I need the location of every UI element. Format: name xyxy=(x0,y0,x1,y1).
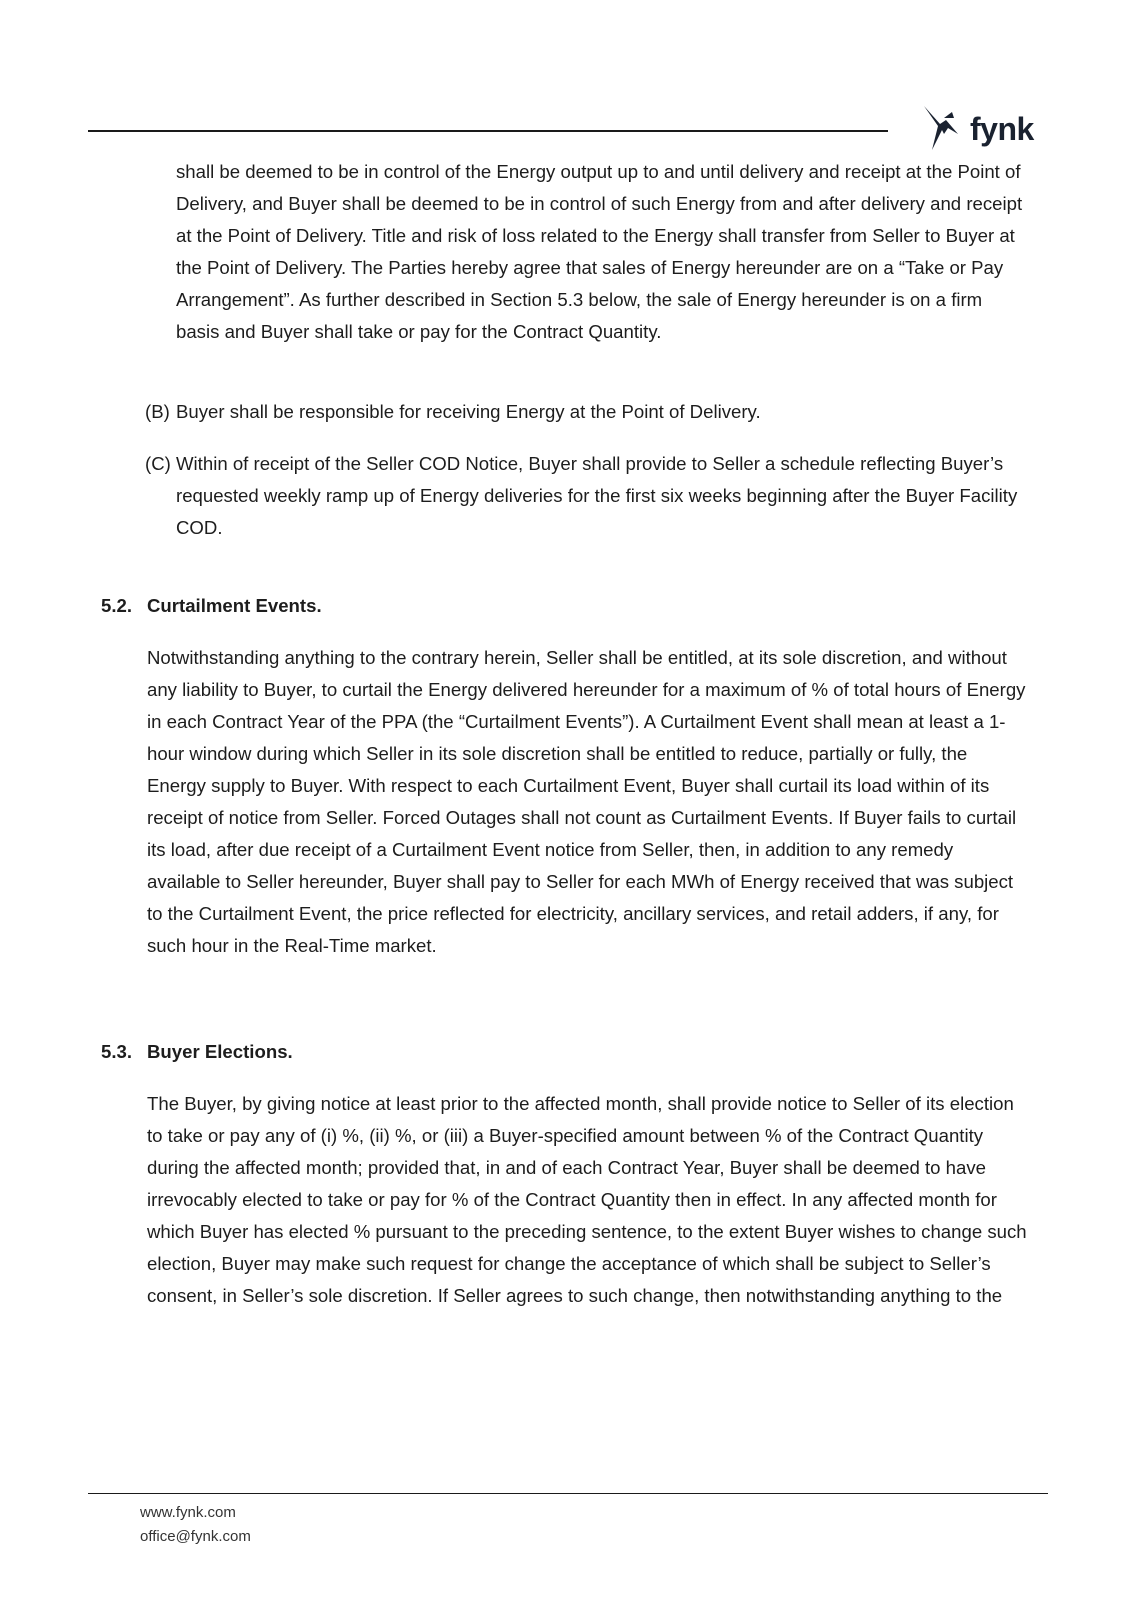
logo-text: fynk xyxy=(970,111,1034,147)
footer-email[interactable]: office@fynk.com xyxy=(140,1528,251,1545)
list-item-label: (C) xyxy=(145,453,171,474)
header-divider xyxy=(88,130,888,132)
list-item-label: (B) xyxy=(145,401,170,422)
list-item-c xyxy=(145,448,1025,544)
list-item-text: Within of receipt of the Seller COD Notice, Buyer shall provide to Seller a schedule reflecting Buyer’s requested weekly ramp up of Energy deliveries for the first six weeks beginning after the Buyer Facility COD. xyxy=(176,453,1018,538)
footer-divider xyxy=(88,1493,1048,1494)
list-item-text: Buyer shall be responsible for receiving Energy at the Point of Delivery. xyxy=(176,401,761,422)
bird-icon xyxy=(918,104,966,154)
section-number: 5.3. xyxy=(101,1041,133,1062)
section-title: Curtailment Events. xyxy=(147,595,322,616)
section-title: Buyer Elections. xyxy=(147,1041,293,1062)
continuation-paragraph: shall be deemed to be in control of the Energy output up to and until delivery and receipt at the Point of Delivery, and Buyer shall be deemed to be in control of such Energy from and after delivery and receipt at the Point of Delivery. Title and risk of loss related to the Energy shall transfer from Seller to Buyer at the Point of Delivery. The Parties hereby agree that sales of Energy hereunder are on a “Take or Pay Arrangement”. As further described in Section 5.3 below, the sale of Energy hereunder is on a firm basis and Buyer shall take or pay for the Contract Quantity. xyxy=(176,161,1023,342)
section-body-5-2: Notwithstanding anything to the contrary herein, Seller shall be entitled, at its sole discretion, and without any liability to Buyer, to curtail the Energy delivered hereunder for a maximum of % of total hours of Energy in each Contract Year of the PPA (the “Curtailment Events”). A Curtailment Event shall mean at least a 1-hour window during which Seller in its sole discretion shall be entitled to reduce, partially or fully, the Energy supply to Buyer. With respect to each Curtailment Event, Buyer shall curtail its load within of its receipt of notice from Seller. Forced Outages shall not count as Curtailment Events. If Buyer fails to curtail its load, after due receipt of a Curtailment Event notice from Seller, then, in addition to any remedy available to Seller hereunder, Buyer shall pay to Seller for each MWh of Energy received that was subject to the Curtailment Event, the price reflected for electricity, ancillary services, and retail adders, if any, for such hour in the Real-Time market. xyxy=(147,647,1026,956)
section-body-5-3: The Buyer, by giving notice at least prior to the affected month, shall provide notice to Seller of its election to take or pay any of (i) %, (ii) %, or (iii) a Buyer-specified amount between % of the Contract Quantity during the affected month; provided that, in and of each Contract Year, Buyer shall be deemed to have irrevocably elected to take or pay for % of the Contract Quantity then in effect. In any affected month for which Buyer has elected % pursuant to the preceding sentence, to the extent Buyer wishes to change such election, Buyer may make such request for change the acceptance of which shall be subject to Seller’s consent, in Seller’s sole discretion. If Seller agrees to such change, then notwithstanding anything to the xyxy=(147,1093,1027,1306)
footer-website[interactable]: www.fynk.com xyxy=(140,1504,236,1521)
section-heading-5-2 xyxy=(101,594,322,618)
section-heading-5-3 xyxy=(101,1040,293,1064)
section-number: 5.2. xyxy=(101,595,133,616)
fynk-logo xyxy=(918,104,1048,154)
list-item-b xyxy=(145,396,1025,428)
